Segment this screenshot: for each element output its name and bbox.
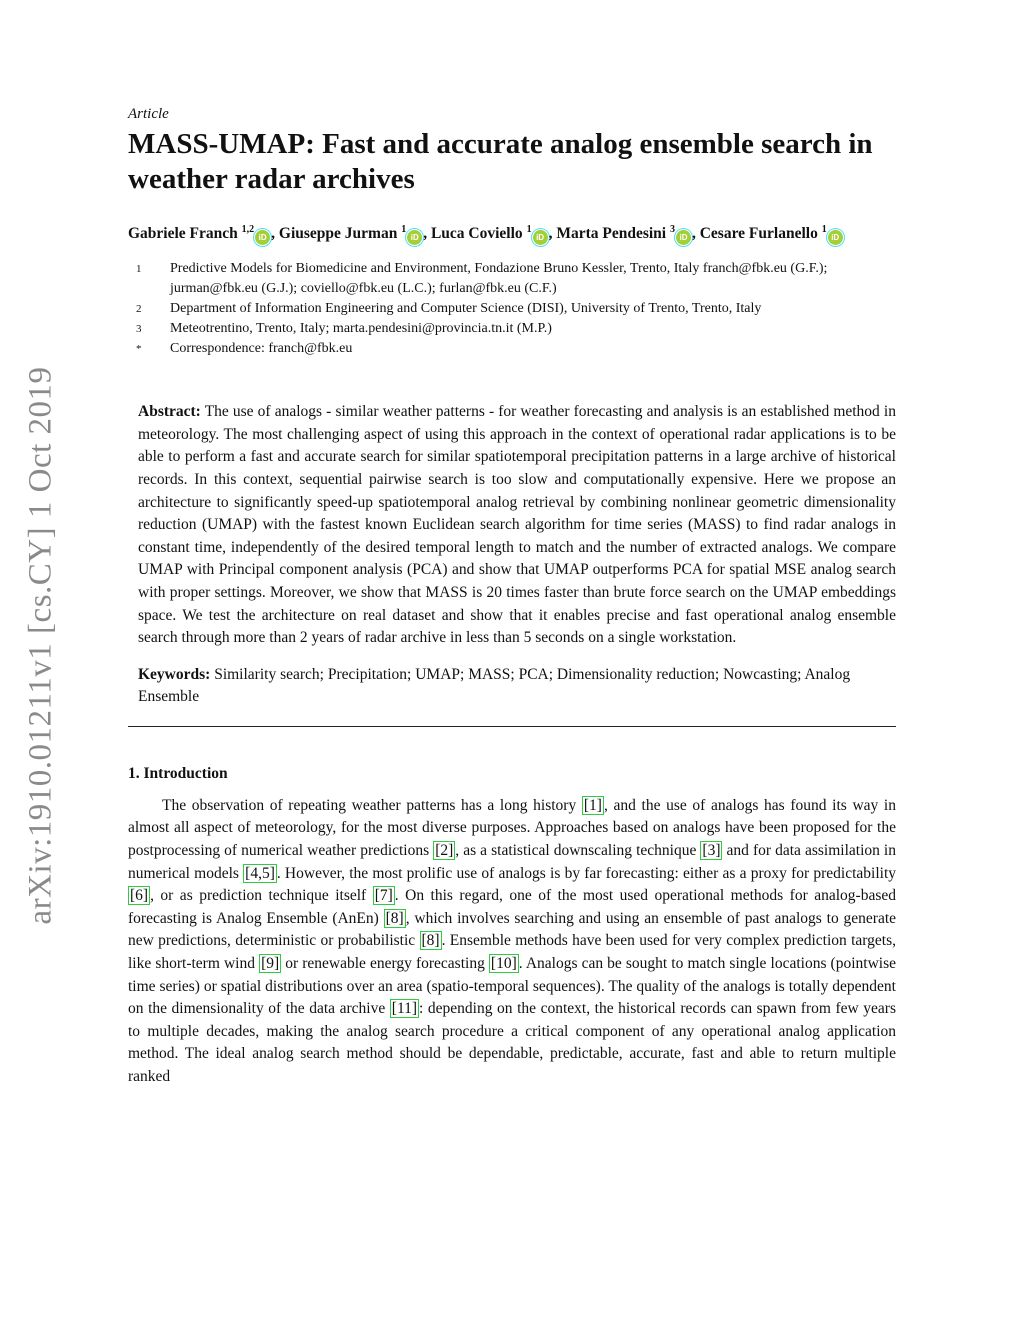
author-affiliation-mark: 1 [401, 224, 407, 235]
author-name: Giuseppe Jurman [278, 225, 398, 243]
paragraph-text: , as a statistical downscaling technique [455, 842, 701, 860]
section-divider [128, 726, 896, 727]
author-list: Gabriele Franch $^{1,2}$iD , Giuseppe Jurman $^1$iD , Luca Coviello $^1$iD , Marta Pendesini $^3$iD , Cesare Furlanello $^1$iD [128, 219, 896, 245]
paragraph-text: . Ensemble methods have been used for very complex prediction targets, like short-term wind [128, 932, 896, 973]
arxiv-stamp-text: arXiv:1910.01211v1 [cs.CY] 1 Oct 2019 [22, 365, 59, 925]
author-name: Cesare Furlanello [699, 225, 818, 243]
introduction-paragraph [128, 795, 896, 1089]
author-name: Gabriele Franch [128, 225, 238, 243]
article-label: Article [128, 106, 169, 122]
affiliation-text: Correspondence: franch@fbk.eu [170, 341, 353, 357]
affiliation-text: Predictive Models for Biomedicine and Environment, Fondazione Bruno Kessler, Trento, Italy franch@fbk.eu (G.F.); jurman@fbk.eu (G.J.); coviello@fbk.eu (L.C.); furlan@fbk.eu (C.F.) [170, 261, 828, 297]
paragraph-text: or renewable energy forecasting [281, 955, 489, 973]
author-affiliation-mark: 1 [821, 224, 827, 235]
orcid-icon[interactable]: iD [676, 230, 691, 245]
author-affiliation-mark: 1 [526, 224, 532, 235]
abstract-label: Abstract: [138, 403, 201, 421]
affiliation-item [128, 339, 896, 359]
author-affiliation-mark: 3 [669, 224, 675, 235]
affiliation-text: Department of Information Engineering and Computer Science (DISI), University of Trento, Trento, Italy [170, 301, 762, 317]
citation-link[interactable]: [4,5] [245, 864, 275, 882]
author [279, 225, 423, 242]
affiliation-list [128, 259, 896, 359]
citation-link[interactable]: [2] [435, 842, 454, 860]
affiliation-text: Meteotrentino, Trento, Italy; marta.pendesini@provincia.tn.it (M.P.) [170, 321, 552, 337]
citation-link[interactable]: [8] [421, 932, 440, 950]
orcid-icon[interactable]: iD [533, 230, 548, 245]
citation-link[interactable]: [8] [385, 909, 404, 927]
affiliation-item [128, 259, 896, 299]
keywords-label: Keywords: [138, 665, 211, 683]
affiliation-item [128, 319, 896, 339]
author [700, 225, 844, 242]
affiliation-item [128, 299, 896, 319]
author-affiliation-mark: 1,2 [241, 224, 255, 235]
orcid-icon[interactable]: iD [255, 230, 270, 245]
keywords [138, 664, 896, 709]
paragraph-text: , and the use of analogs has found its way in almost all aspect of meteorology, for the most diverse purposes. Approaches based on analogs have been proposed for the postprocessing of numerical weather predictions [128, 796, 896, 860]
citation-link[interactable]: [3] [702, 842, 721, 860]
paragraph-text: , which involves searching and using an ensemble of past analogs to generate new predictions, deterministic or probabilistic [128, 909, 897, 950]
citation-link[interactable]: [1] [583, 796, 602, 814]
author-name: Marta Pendesini [556, 225, 667, 243]
paragraph-text: . Analogs can be sought to match single locations (pointwise time series) or spatial distributions over an area (spatio-temporal sequences). The quality of the analogs is totally dependent on the dimensionality of the data archive [128, 955, 896, 1018]
paragraph-text: The observation of repeating weather patterns has a long history [162, 796, 582, 814]
author [556, 225, 692, 242]
paper-page [128, 106, 896, 1089]
affiliation-number: 3 [136, 323, 142, 336]
paragraph-text: . However, the most prolific use of analogs is by far forecasting: either as a proxy for predictability [276, 864, 896, 882]
citation-link[interactable]: [10] [490, 955, 517, 973]
keywords-text: Similarity search; Precipitation; UMAP; MASS; PCA; Dimensionality reduction; Nowcasting; Analog Ensemble [138, 665, 851, 706]
orcid-icon[interactable]: iD [407, 230, 422, 245]
citation-link[interactable]: [6] [130, 887, 149, 905]
paragraph-text: : depending on the context, the historical records can spawn from few years to multiple decades, making the analog search procedure a critical component of any operational analog application method. The ideal analog search method should be dependable, predictable, accurate, fast and able to return multiple ranked [128, 1000, 896, 1085]
citation-link[interactable]: [7] [374, 887, 393, 905]
author-name: Luca Coviello [430, 225, 523, 243]
affiliation-number: * [136, 343, 142, 356]
author [431, 225, 549, 242]
paragraph-text: . On this regard, one of the most used operational methods for analog-based forecasting is Analog Ensemble (AnEn) [128, 887, 896, 927]
section-heading: 1. Introduction [128, 764, 228, 782]
citation-link[interactable]: [11] [391, 1000, 418, 1018]
orcid-icon[interactable]: iD [828, 230, 843, 245]
paper-title: MASS-UMAP: Fast and accurate analog ensemble search in weather radar archives [128, 128, 873, 195]
citation-link[interactable]: [9] [261, 955, 280, 973]
author [128, 225, 271, 242]
affiliation-number: 2 [136, 303, 142, 316]
paragraph-text: , or as prediction technique itself [150, 887, 373, 905]
abstract-text: The use of analogs - similar weather patterns - for weather forecasting and analysis is an established method in meteorology. The most challenging aspect of using this approach in the context of operational radar applications is to be able to perform a fast and accurate search for similar spatiotemporal precipitation patterns in a large archive of historical records. In this context, sequential pairwise search is too slow and computationally expensive. Here we propose an architecture to significantly speed-up spatiotemporal analog retrieval by combining nonlinear geometric dimensionality reduction (UMAP) with the fastest known Euclidean search algorithm for time series (MASS) to find radar analogs in constant time, independently of the desired temporal length to match and the number of extracted analogs. We compare UMAP with Principal component analysis (PCA) and show that UMAP outperforms PCA for spatial MSE analog search with proper settings. Moreover, we show that MASS is 20 times faster than brute force search on the UMAP embeddings space. We test the architecture on real dataset and show that it enables precise and fast operational analog ensemble search through more than 2 years of radar archive in less than 5 seconds on a single workstation. [138, 403, 896, 647]
paragraph-text: and for data assimilation in numerical models [128, 842, 896, 882]
affiliation-number: 1 [136, 263, 142, 276]
abstract [138, 401, 896, 650]
arxiv-stamp [24, 362, 58, 928]
